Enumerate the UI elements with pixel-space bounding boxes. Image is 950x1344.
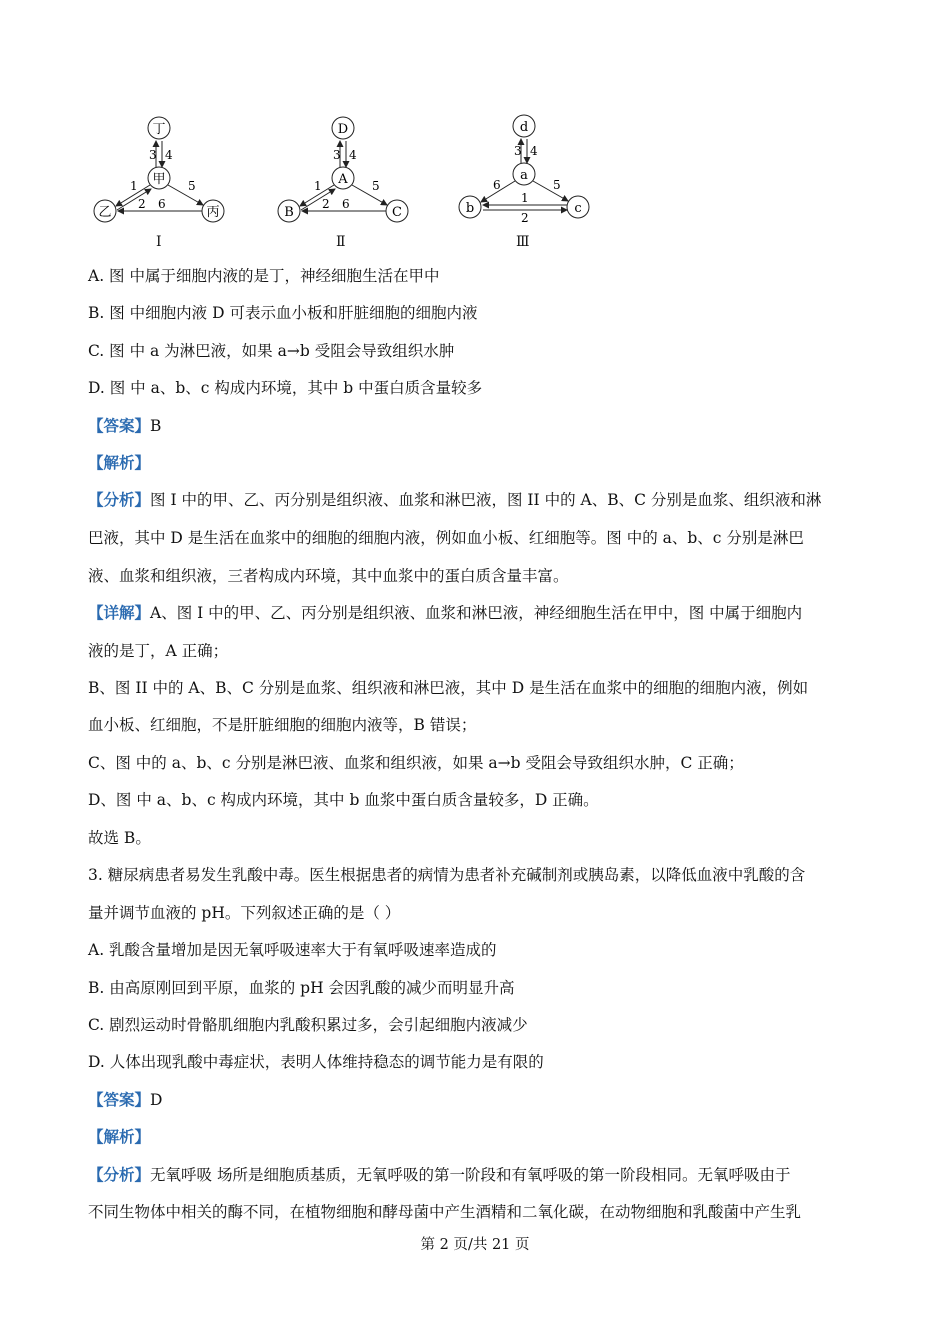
analysis-heading: 【解析】: [88, 453, 151, 472]
q3-option-d: D. 人体出现乳酸中毒症状，表明人体维持稳态的调节能力是有限的: [88, 1053, 544, 1071]
analysis-line: 巴液，其中 D 是生活在血浆中的细胞的细胞内液，例如血小板、红细胞等。图 中的 a、b、c 分别是淋巴: [88, 529, 804, 547]
node-right-1: 丙: [206, 205, 220, 220]
q3-option-a: A. 乳酸含量增加是因无氧呼吸速率大于有氧呼吸速率造成的: [88, 941, 497, 959]
svg-text:6: 6: [493, 178, 501, 192]
analysis-heading: 【解析】: [88, 1127, 151, 1146]
svg-text:4: 4: [165, 148, 173, 162]
svg-text:1: 1: [521, 191, 529, 205]
svg-text:3: 3: [333, 148, 341, 162]
option-d: D. 图 中 a、b、c 构成内环境，其中 b 中蛋白质含量较多: [88, 379, 483, 397]
node-top-1: 丁: [152, 122, 166, 137]
node-right-3: c: [574, 201, 582, 216]
svg-text:5: 5: [372, 179, 380, 193]
figure-label-2: Ⅱ: [336, 234, 346, 250]
diagram-2: [278, 117, 408, 222]
q3-option-c: C. 剧烈运动时骨骼肌细胞内乳酸积累过多，会引起细胞内液减少: [88, 1016, 528, 1034]
page-footer: 第 2 页/共 21 页: [420, 1237, 530, 1253]
question-3: 3. 糖尿病患者易发生乳酸中毒。医生根据患者的病情为患者补充碱制剂或胰岛素，以降低血液中乳酸的含: [88, 866, 806, 884]
node-left-3: b: [465, 201, 475, 216]
answer-line: 【答案】D: [88, 1090, 163, 1109]
svg-text:4: 4: [349, 148, 357, 162]
svg-text:1: 1: [314, 179, 322, 193]
diagram-3: [459, 115, 589, 225]
detail-line: C、图 中的 a、b、c 分别是淋巴液、血浆和组织液，如果 a→b 受阻会导致组织水肿，C 正确；: [88, 754, 744, 772]
analysis-line: 不同生物体中相关的酶不同，在植物细胞和酵母菌中产生酒精和二氧化碳，在动物细胞和乳酸菌中产生乳: [88, 1203, 802, 1221]
q3-option-b: B. 由高原刚回到平原，血浆的 pH 会因乳酸的减少而明显升高: [88, 979, 515, 997]
detail-line: D、图 中 a、b、c 构成内环境，其中 b 血浆中蛋白质含量较多，D 正确。: [88, 791, 599, 809]
svg-text:2: 2: [138, 197, 146, 211]
detail-line: 液的是丁，A 正确；: [88, 642, 229, 660]
question-3: 量并调节血液的 pH。下列叙述正确的是（ ）: [88, 904, 401, 922]
figure-label-3: Ⅲ: [516, 234, 530, 250]
svg-text:2: 2: [322, 197, 330, 211]
option-a: A. 图 中属于细胞内液的是丁，神经细胞生活在甲中: [88, 267, 440, 285]
node-center-2: A: [338, 172, 348, 187]
detail-line: 【详解】A、图 I 中的甲、乙、丙分别是组织液、血浆和淋巴液，神经细胞生活在甲中，图 中属于细胞内: [88, 603, 803, 622]
option-b: B. 图 中细胞内液 D 可表示血小板和肝脏细胞的细胞内液: [88, 304, 478, 322]
analysis-line: 【分析】无氧呼吸 场所是细胞质基质，无氧呼吸的第一阶段和有氧呼吸的第一阶段相同。无氧呼吸由于: [88, 1165, 791, 1184]
node-right-2: C: [392, 205, 402, 220]
detail-line: 血小板、红细胞，不是肝脏细胞的细胞内液等，B 错误；: [88, 716, 477, 734]
node-top-3: d: [519, 120, 529, 135]
svg-text:6: 6: [158, 197, 166, 211]
diagram-1: [94, 117, 224, 222]
svg-text:4: 4: [530, 144, 538, 158]
detail-line: B、图 II 中的 A、B、C 分别是血浆、组织液和淋巴液，其中 D 是生活在血浆中的细胞的细胞内液，例如: [88, 679, 809, 697]
node-center-3: a: [520, 168, 528, 183]
svg-text:3: 3: [149, 148, 157, 162]
analysis-line: 【分析】图 I 中的甲、乙、丙分别是组织液、血浆和淋巴液，图 II 中的 A、B、C 分别是血浆、组织液和淋: [88, 490, 822, 509]
analysis-line: 液、血浆和组织液，三者构成内环境，其中血浆中的蛋白质含量丰富。: [88, 567, 569, 585]
svg-text:3: 3: [514, 144, 522, 158]
svg-text:5: 5: [188, 179, 196, 193]
conclusion-line: 故选 B。: [88, 829, 151, 847]
node-top-2: D: [337, 122, 349, 137]
svg-text:5: 5: [553, 178, 561, 192]
svg-text:2: 2: [521, 211, 529, 225]
figure-diagrams: [80, 112, 700, 252]
figure-label-1: I: [156, 234, 162, 250]
node-left-2: B: [284, 205, 294, 220]
svg-text:1: 1: [130, 179, 138, 193]
node-left-1: 乙: [98, 205, 112, 220]
node-center-1: 甲: [152, 172, 166, 187]
option-c: C. 图 中 a 为淋巴液，如果 a→b 受阻会导致组织水肿: [88, 342, 455, 360]
answer-line: 【答案】B: [88, 416, 162, 435]
svg-text:6: 6: [342, 197, 350, 211]
